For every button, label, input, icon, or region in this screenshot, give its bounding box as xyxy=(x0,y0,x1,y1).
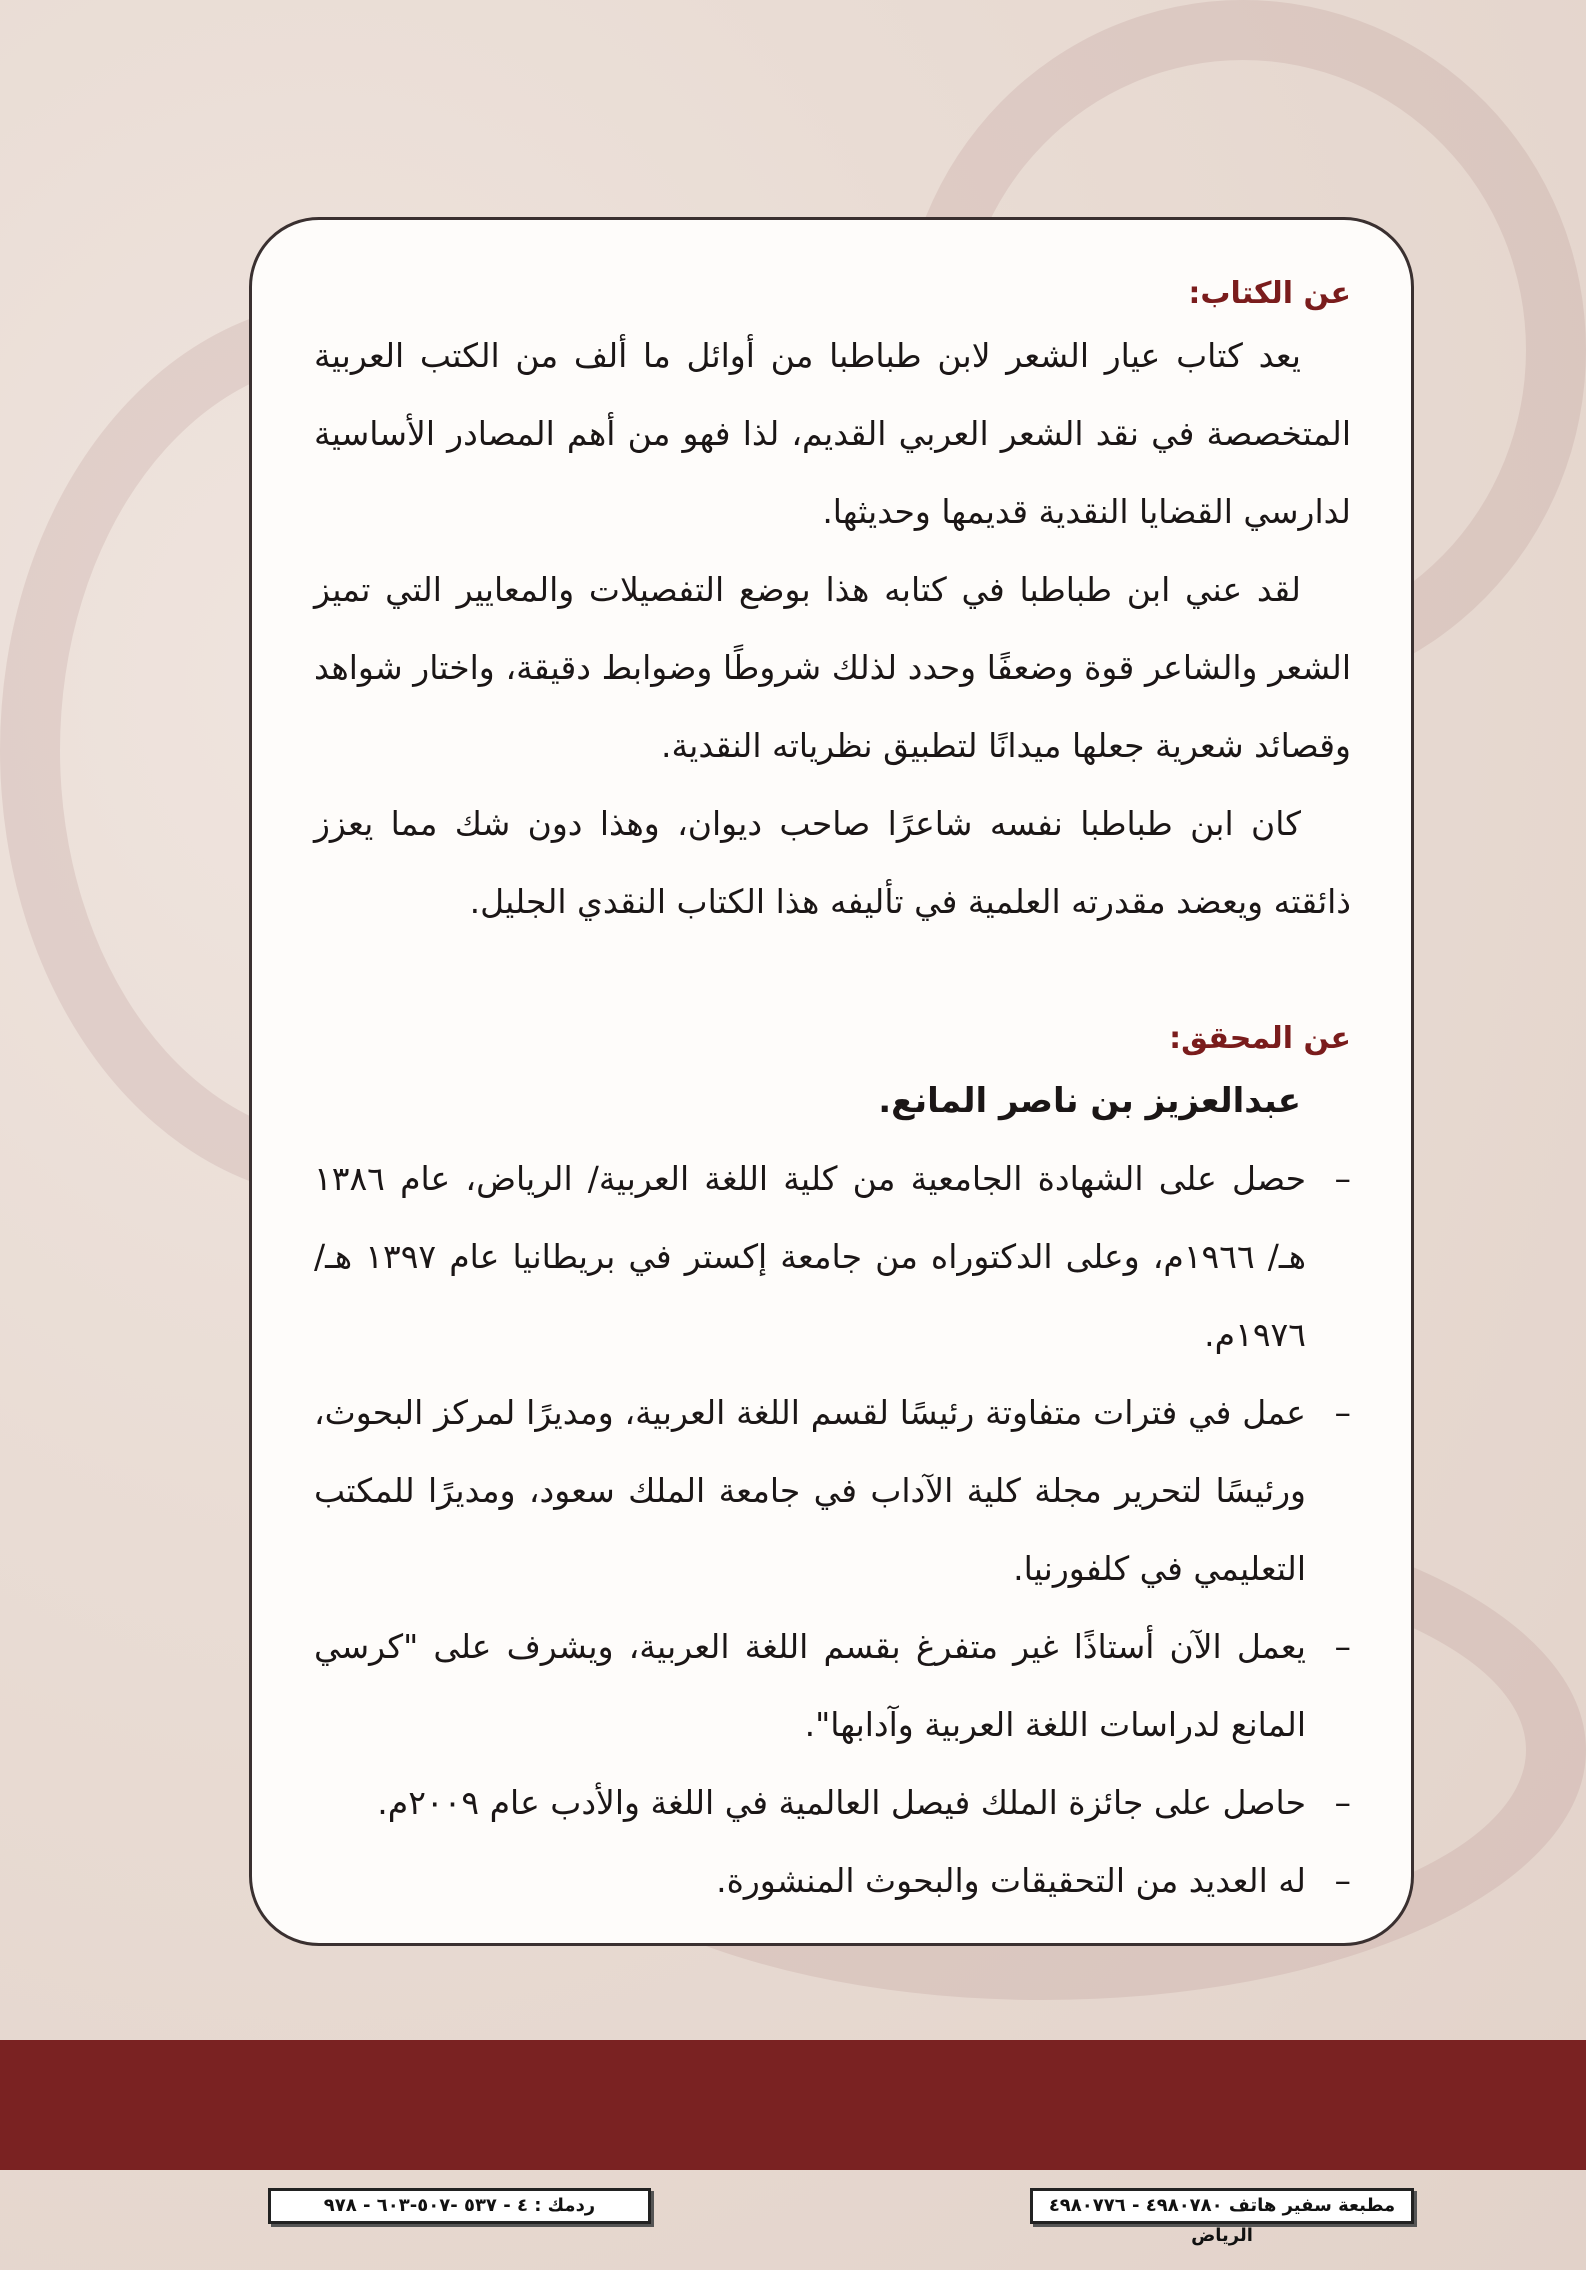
editor-name: عبدالعزيز بن ناصر المانع. xyxy=(878,1081,1301,1121)
about-book-paragraph: لقد عني ابن طباطبا في كتابه هذا بوضع التفصيلات والمعايير التي تميز الشعر والشاعر قوة وضعفًا وحدد لذلك شروطًا وضوابط دقيقة، واختار شواهد وقصائد شعرية جعلها ميدانًا لتطبيق نظرياته النقدية. xyxy=(314,570,1351,765)
printer-box: مطبعة سفير هاتف ٤٩٨٠٧٨٠ - ٤٩٨٠٧٧٦ الرياض xyxy=(1030,2188,1414,2224)
about-book-heading: عن الكتاب: xyxy=(1188,276,1351,311)
back-cover-text-card xyxy=(249,217,1414,1946)
bio-item: – حاصل على جائزة الملك فيصل العالمية في اللغة والأدب عام ٢٠٠٩م. xyxy=(314,1764,1351,1842)
about-book-paragraph: يعد كتاب عيار الشعر لابن طباطبا من أوائل ما ألف من الكتب العربية المتخصصة في نقد الشعر العربي القديم، لذا فهو من أهم المصادر الأساسية لدارسي القضايا النقدية قديمها وحديثها. xyxy=(314,336,1351,531)
isbn-box: ردمك : ٤ - ٥٣٧ -٥٠٧-٦٠٣ - ٩٧٨ xyxy=(268,2188,651,2224)
bio-item: – يعمل الآن أستاذًا غير متفرغ بقسم اللغة العربية، ويشرف على "كرسي المانع لدراسات اللغة العربية وآدابها". xyxy=(314,1608,1351,1764)
bio-item: – حصل على الشهادة الجامعية من كلية اللغة العربية/ الرياض، عام ١٣٨٦ هـ/ ١٩٦٦م، وعلى الدكتوراه من جامعة إكستر في بريطانيا عام ١٣٩٧ هـ/ ١٩٧٦م. xyxy=(314,1140,1351,1374)
footer-band xyxy=(0,2040,1586,2170)
bio-item: – عمل في فترات متفاوتة رئيسًا لقسم اللغة العربية، ومديرًا لمركز البحوث، ورئيسًا لتحرير مجلة كلية الآداب في جامعة الملك سعود، ومديرًا للمكتب التعليمي في كلفورنيا. xyxy=(314,1374,1351,1608)
bio-item: – له العديد من التحقيقات والبحوث المنشورة. xyxy=(314,1842,1351,1920)
about-book-paragraph: كان ابن طباطبا نفسه شاعرًا صاحب ديوان، وهذا دون شك مما يعزز ذائقته ويعضد مقدرته العلمية في تأليفه هذا الكتاب النقدي الجليل. xyxy=(314,804,1351,921)
editor-bio-list xyxy=(314,1140,1351,1920)
about-editor-heading: عن المحقق: xyxy=(1169,1021,1351,1056)
